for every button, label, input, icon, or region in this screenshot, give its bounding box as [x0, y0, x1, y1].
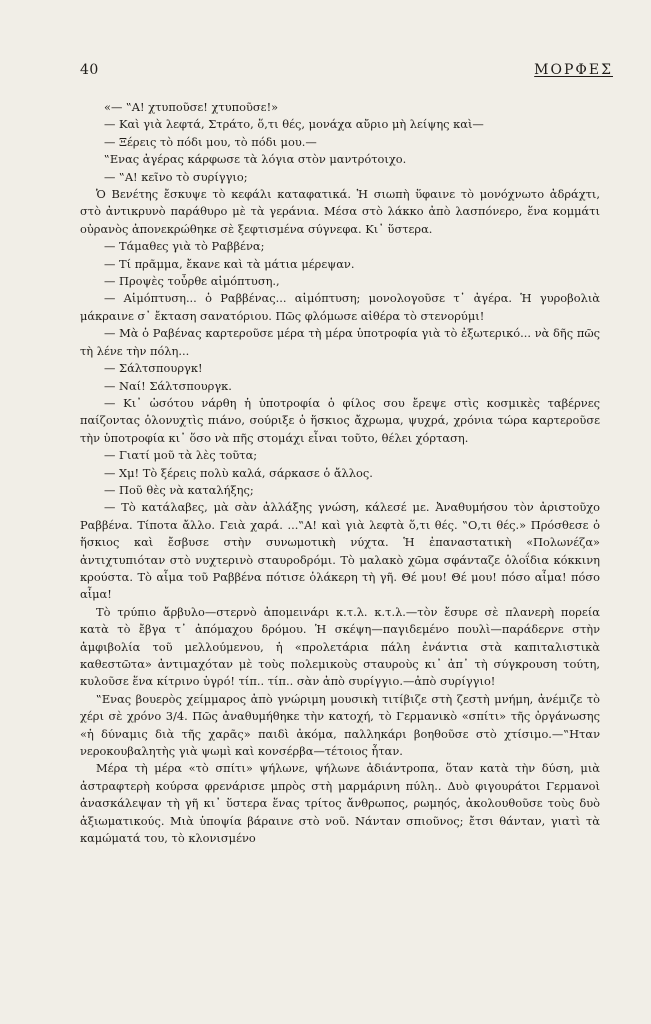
paragraph: — Γιατί μοῦ τὰ λὲς τοῦτα; — [104, 448, 258, 463]
paragraph: — Προψὲς τοὖρθε αἱμόπτυση., — [104, 274, 280, 289]
paragraph: ‟Ενας ἀγέρας κάρφωσε τὰ λόγια στὸν μαντρότοιχο. — [104, 152, 407, 167]
paragraph: «— ‟Α! χτυποῦσε! χτυποῦσε!» — [104, 100, 279, 114]
paragraph: Τὸ τρύπιο ἄρβυλο—στερνὸ ἀπομεινάρι κ.τ.λ. κ.τ.λ.—τὸν ἔσυρε σὲ πλανερὴ πορεία κατὰ τὸ ἔβγα τ᾿ ἀπόμαχου δρόμου. Ἡ σκέψη—παγιδεμένο πουλὶ—παράδερνε στὴν ἀμφιβολία τοῦ μελλούμενου, ἡ «προλετάρια πάλη ἐνάντια στὰ καπιταλιστικὰ καθεστῶτα» ἀντιμαχόταν μὲ τοὺς πολεμικοὺς σταυροὺς κι᾿ ἀπ᾿ τὴ σύγκρουση τούτη, κυλοῦσε ἕνα κίτρινο ὑγρό! τίπ.. τίπ.. σὰν ἀπὸ συρίγγιο.—ἀπὸ συρίγγιο! — [80, 604, 600, 689]
paragraph: ‟Ενας βουερὸς χείμμαρος ἀπὸ γνώριμη μουσικὴ τιτίβιζε στὴ ζεστὴ μνήμη, ἀνέμιζε τὸ χέρι σὲ χρόνο 3/4. Πῶς ἀναθυμήθηκε τὴν κατοχή, τὸ Γερμανικὸ «σπίτι» τῆς ὀργάνωσης «ἡ δύναμις διὰ τῆς χαρᾶς» παιδὶ ἀκόμα, παλληκάρι βοηθοῦσε στὸ χτίσιμο.—‟Ηταν νεροκουβαλητὴς γιὰ ψωμὶ καὶ κονσέρβα—τέτοιος ἦταν. — [80, 691, 600, 759]
paragraph: — Τί πρᾶμμα, ἔκανε καὶ τὰ μάτια μέρεψαν. — [104, 256, 355, 271]
paragraph: — Ποῦ θὲς νὰ καταλήξης; — [104, 482, 254, 497]
journal-title: ΜΟΡΦΕΣ — [534, 62, 613, 78]
paragraph: — ‟Α! κεῖνο τὸ συρίγγιο; — [104, 169, 248, 184]
paragraph: — Ξέρεις τὸ πόδι μου, τὸ πόδι μου.— — [104, 134, 317, 149]
paragraph: Ὁ Βενέτης ἔσκυψε τὸ κεφάλι καταφατικά. Ἡ σιωπὴ ὕφαινε τὸ μονόχνωτο ἀδράχτι, στὸ ἀντικρυνὸ παράθυρο μὲ τὰ γεράνια. Μέσα στὸ λάκκο ἀπὸ λασπόνερο, ἕνα κομμάτι οὐρανὸς ἀπονεκρώθηκε σὲ ξεφτισμένα σύγνεφα. Κι᾿ ὕστερα. — [80, 187, 600, 236]
paragraph: — Κι᾿ ὡσότου νάρθη ἡ ὑποτροφία ὁ φίλος σου ἔρεψε στὶς κοσμικὲς ταβέρνες παίζοντας ὁλονυχτὶς πιάνο, σούριξε ὁ ἥσκιος ἄχρωμα, ψυχρά, χρόνια τώρα καρτεροῦσε τὴν ὑποτροφία κι᾿ ὅσο νὰ πῆς στομάχι εἶναι τοῦτο, θέλει χόρταση. — [80, 395, 600, 445]
body-text — [80, 99, 600, 847]
paragraph: — Σάλτσπουργκ! — [104, 361, 203, 376]
paragraph: — Καὶ γιὰ λεφτά, Στράτο, ὅ,τι θές, μονάχα αὔριο μὴ λείψης καὶ— — [104, 117, 484, 132]
paragraph: — Μὰ ὁ Ραβένας καρτεροῦσε μέρα τὴ μέρα ὑποτροφία γιὰ τὸ ἐξωτερικό... νὰ δῆς πῶς τὴ λένε τὴν πόλη... — [80, 326, 600, 358]
paragraph: — Χμ! Τὸ ξέρεις πολὺ καλά, σάρκασε ὁ ἄλλος. — [104, 465, 373, 480]
page-header — [80, 62, 613, 82]
paragraph: — Τάμαθες γιὰ τὸ Ραββένα; — [104, 239, 265, 254]
paragraph: — Τὸ κατάλαβες, μὰ σὰν ἀλλάξης γνώση, κάλεσέ με. Ἀναθυμήσου τὸν ἀριστοῦχο Ραββένα. Τίποτα ἄλλο. Γειὰ χαρά. ...‟Α! καὶ γιὰ λεφτὰ ὅ,τι θές. ‟Ο,τι θές.» Πρόσθεσε ὁ ἥσκιος καὶ ἔσβυσε στὴν συνωμοτικὴ νύχτα. Ἡ ἐπαναστατικὴ «Πολωνέζα» ἀντιχτυπιόταν στὸ νυχτερινὸ σταυροδρόμι. Τὸ μαλακὸ χῶμα σφάνταζε ὁλοΐδια κόκκινη κρούστα. Τὸ αἷμα τοῦ Ραββένα πότισε ὁλάκερη τὴ γῆ. Θέ μου! Θέ μου! πόσο αἷμα! πόσο αἷμα! — [80, 500, 600, 602]
paragraph: Μέρα τὴ μέρα «τὸ σπίτι» ψήλωνε, ψήλωνε ἀδιάντροπα, ὅταν κατὰ τὴν δύση, μιὰ ἀστραφτερὴ κούρσα φρενάρισε μπρὸς στὴ μαρμάρινη πύλη.. Δυὸ φιγουράτοι Γερμανοὶ ἀνασκάλεψαν τὴ γῆ κι᾿ ὕστερα ἕνας τρίτος ἄνθρωπος, ρωμηός, ἀκολουθοῦσε τοὺς δυὸ ἀξιωματικούς. Μιὰ ὑποψία βάραινε στὸ νοῦ. Νάνταν σπιοῦνος; ἔτσι θάνταν, γιατὶ τὰ καμώματά του, τὸ κλονισμένο — [80, 761, 600, 846]
page-number: 40 — [80, 62, 99, 78]
paragraph: — Ναί! Σάλτσπουργκ. — [104, 378, 232, 393]
paragraph: — Αἱμόπτυση... ὁ Ραββένας... αἱμόπτυση; μονολογοῦσε τ᾿ ἀγέρα. Ἡ γυροβολιὰ μάκραινε σ᾿ ἔκταση σανατόριου. Πῶς φλόμωσε αἰθέρα τὸ στενορύμι! — [80, 291, 600, 323]
